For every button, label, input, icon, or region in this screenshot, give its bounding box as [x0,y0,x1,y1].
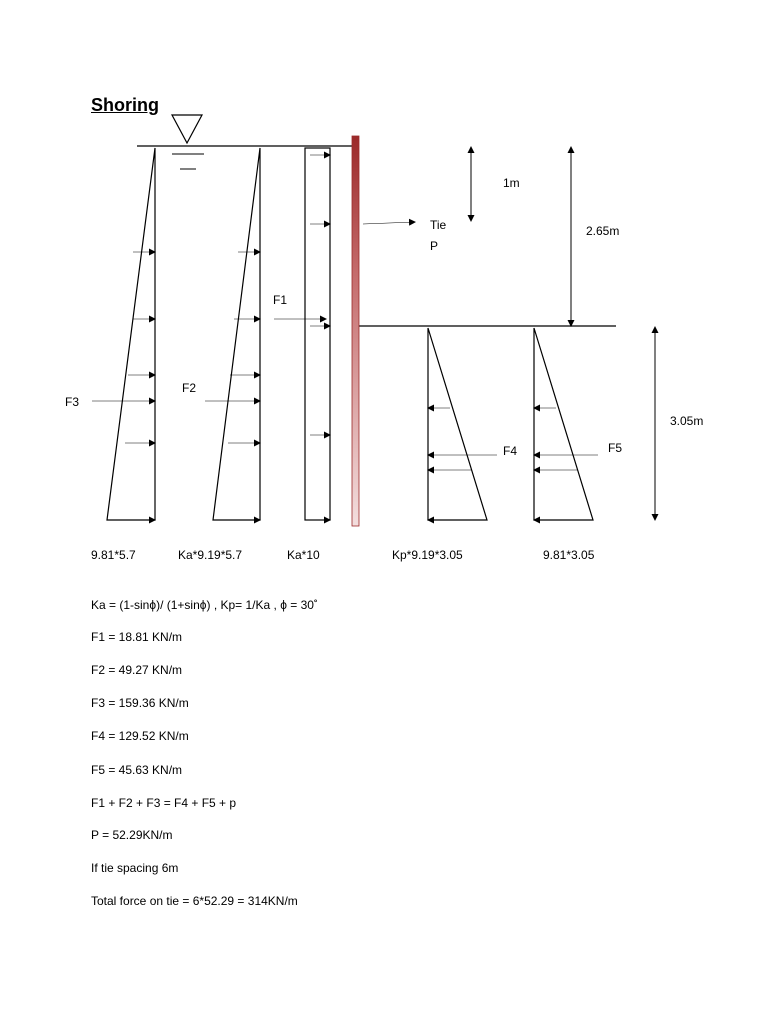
sheet-pile-wall [352,136,359,526]
label-f3: F3 [65,395,80,409]
page-title: Shoring [91,95,159,115]
tie-arrow [363,222,415,224]
f1-pressure-diagram [274,148,330,520]
label-f4: F4 [503,444,518,458]
f5-pressure-diagram [534,328,598,520]
f2-pressure-diagram [205,148,260,520]
formula-f3: F3 = 159.36 KN/m [91,696,189,710]
label-p: P [430,239,439,253]
label-f2: F2 [182,381,197,395]
label-dim-2-65m: 2.65m [586,224,620,238]
f4-pressure-diagram [428,328,497,520]
bottom-label: Ka*9.19*5.7 [178,548,243,562]
label-dim-1m: 1m [503,176,520,190]
formula-ka-kp: Ka = (1-sinϕ)/ (1+sinϕ) , Kp= 1/Ka , ϕ = 30˚ [91,598,318,612]
formula-tie-spacing: If tie spacing 6m [91,861,179,875]
formula-total-force: Total force on tie = 6*52.29 = 314KN/m [91,894,298,908]
bottom-label: 9.81*3.05 [543,548,595,562]
label-dim-3-05m: 3.05m [670,414,704,428]
bottom-label: Kp*9.19*3.05 [392,548,463,562]
label-f5: F5 [608,441,623,455]
f3-pressure-diagram [92,148,155,520]
formula-equilibrium: F1 + F2 + F3 = F4 + F5 + p [91,796,237,810]
formula-p: P = 52.29KN/m [91,828,173,842]
formula-f5: F5 = 45.63 KN/m [91,763,183,777]
bottom-label: 9.81*5.7 [91,548,136,562]
label-tie: Tie [430,218,447,232]
formula-f4: F4 = 129.52 KN/m [91,729,189,743]
bottom-label: Ka*10 [287,548,320,562]
water-table-symbol [172,115,204,169]
label-f1: F1 [273,293,288,307]
formula-f1: F1 = 18.81 KN/m [91,630,183,644]
formula-f2: F2 = 49.27 KN/m [91,663,183,677]
